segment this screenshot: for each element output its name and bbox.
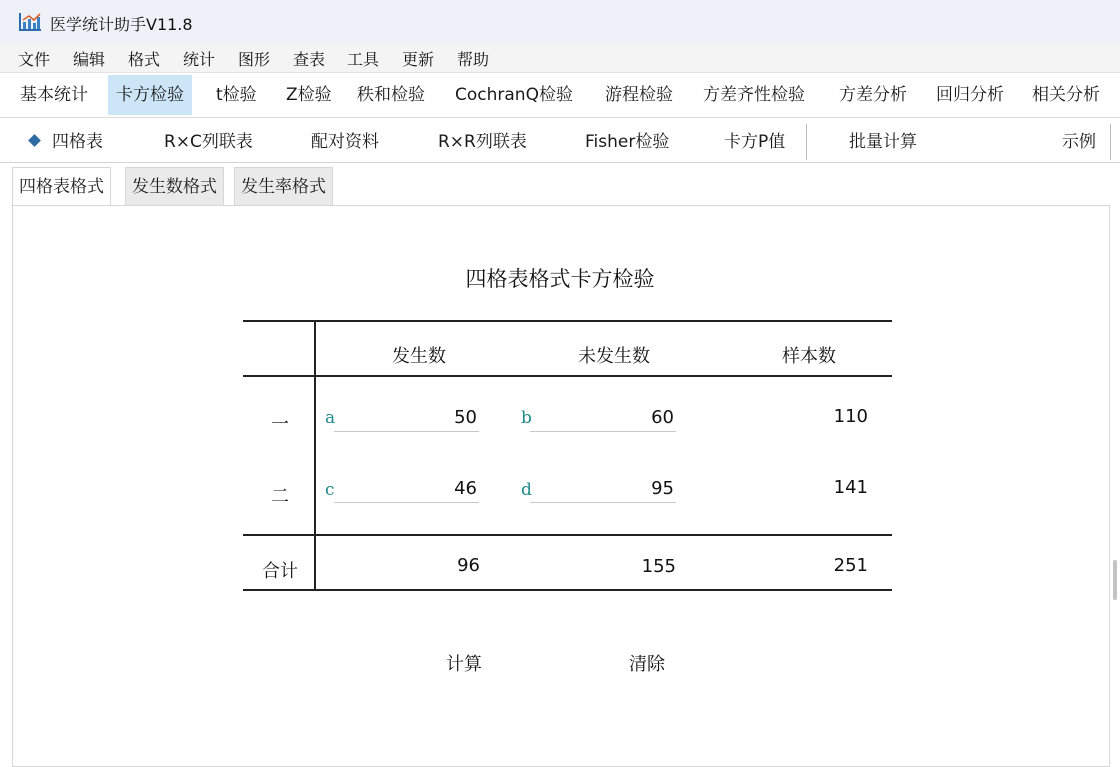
cell-c-field[interactable] bbox=[334, 474, 479, 503]
row-label-group-2: 二 bbox=[271, 486, 289, 507]
toolbar-rank-sum-test[interactable]: 秩和检验 bbox=[357, 85, 425, 105]
toolbar-regression[interactable]: 回归分析 bbox=[936, 85, 1004, 105]
cell-letter-c: c bbox=[325, 480, 335, 500]
chi-square-subtoolbar bbox=[0, 118, 1120, 163]
menu-tools[interactable]: 工具 bbox=[347, 50, 380, 69]
subtool-batch-calc[interactable]: 批量计算 bbox=[849, 132, 917, 152]
row-label-group-1: 一 bbox=[271, 414, 289, 435]
tab-rate-format[interactable]: 发生率格式 bbox=[234, 167, 333, 206]
subtool-rxr-table[interactable]: R×R列联表 bbox=[438, 132, 527, 152]
table-bottom-rule bbox=[243, 589, 892, 591]
cell-letter-d: d bbox=[521, 480, 532, 500]
total-non-occurrence: 155 bbox=[641, 556, 676, 577]
menu-file[interactable]: 文件 bbox=[18, 50, 51, 69]
menu-edit[interactable]: 编辑 bbox=[73, 50, 106, 69]
total-sample-size: 251 bbox=[833, 555, 868, 576]
total-occurrence: 96 bbox=[457, 555, 480, 576]
toolbar-z-test[interactable]: Z检验 bbox=[286, 85, 332, 105]
bar-chart-icon bbox=[18, 11, 42, 33]
cell-d-field[interactable] bbox=[530, 474, 676, 503]
resize-grip[interactable] bbox=[1113, 560, 1117, 600]
menu-help[interactable]: 帮助 bbox=[457, 50, 490, 69]
subtool-fourfold-table[interactable] bbox=[30, 118, 103, 162]
row-2-total: 141 bbox=[833, 477, 868, 498]
diamond-icon bbox=[28, 134, 41, 147]
cell-b-input[interactable] bbox=[530, 403, 676, 431]
menu-bar bbox=[0, 44, 1120, 73]
subtool-chi-square-p[interactable]: 卡方P值 bbox=[724, 132, 786, 152]
table-top-rule bbox=[243, 320, 892, 322]
cell-b-field[interactable] bbox=[530, 403, 676, 432]
toolbar-separator bbox=[806, 124, 807, 160]
toolbar-basic-stats[interactable]: 基本统计 bbox=[20, 85, 88, 105]
cell-a-field[interactable] bbox=[334, 403, 479, 432]
table-header-rule bbox=[243, 375, 892, 377]
subtool-example[interactable]: 示例 bbox=[1062, 132, 1096, 152]
toolbar-cochran-q-test[interactable]: CochranQ检验 bbox=[455, 85, 573, 105]
calculate-button[interactable]: 计算 bbox=[440, 648, 488, 678]
toolbar-chi-square[interactable]: 卡方检验 bbox=[108, 75, 192, 115]
toolbar-t-test[interactable]: t检验 bbox=[216, 85, 257, 105]
form-title: 四格表格式卡方检验 bbox=[465, 267, 655, 291]
menu-lookup-tables[interactable]: 查表 bbox=[293, 50, 326, 69]
menu-graphics[interactable]: 图形 bbox=[238, 50, 271, 69]
tab-count-format[interactable]: 发生数格式 bbox=[125, 167, 224, 206]
test-type-toolbar bbox=[0, 73, 1120, 118]
clear-button[interactable]: 清除 bbox=[623, 648, 671, 678]
toolbar-runs-test[interactable]: 游程检验 bbox=[605, 85, 673, 105]
menu-statistics[interactable]: 统计 bbox=[183, 50, 216, 69]
toolbar-correlation[interactable]: 相关分析 bbox=[1032, 85, 1100, 105]
toolbar-separator bbox=[1110, 124, 1111, 160]
header-sample-size: 样本数 bbox=[782, 346, 836, 367]
title-bar bbox=[0, 0, 1120, 44]
tab-fourfold-format[interactable]: 四格表格式 bbox=[12, 167, 111, 207]
cell-d-input[interactable] bbox=[530, 474, 676, 502]
cell-letter-b: b bbox=[521, 408, 532, 428]
subtool-fisher-test[interactable]: Fisher检验 bbox=[585, 132, 670, 152]
totals-label: 合计 bbox=[262, 561, 298, 582]
cell-letter-a: a bbox=[325, 408, 336, 428]
toolbar-variance-homogeneity[interactable]: 方差齐性检验 bbox=[703, 85, 805, 105]
subtool-paired-data[interactable]: 配对资料 bbox=[311, 132, 379, 152]
subtool-rxc-table[interactable]: R×C列联表 bbox=[164, 132, 253, 152]
header-occurrence: 发生数 bbox=[392, 346, 446, 367]
menu-format[interactable]: 格式 bbox=[128, 50, 161, 69]
subtool-fourfold-label: 四格表 bbox=[52, 132, 103, 152]
menu-update[interactable]: 更新 bbox=[402, 50, 435, 69]
row-1-total: 110 bbox=[833, 406, 868, 427]
cell-a-input[interactable] bbox=[334, 403, 479, 431]
window-title: 医学统计助手V11.8 bbox=[50, 15, 193, 34]
cell-c-input[interactable] bbox=[334, 474, 479, 502]
table-label-divider bbox=[314, 320, 316, 590]
table-total-rule bbox=[243, 534, 892, 536]
toolbar-anova[interactable]: 方差分析 bbox=[839, 85, 907, 105]
header-non-occurrence: 未发生数 bbox=[578, 346, 650, 367]
